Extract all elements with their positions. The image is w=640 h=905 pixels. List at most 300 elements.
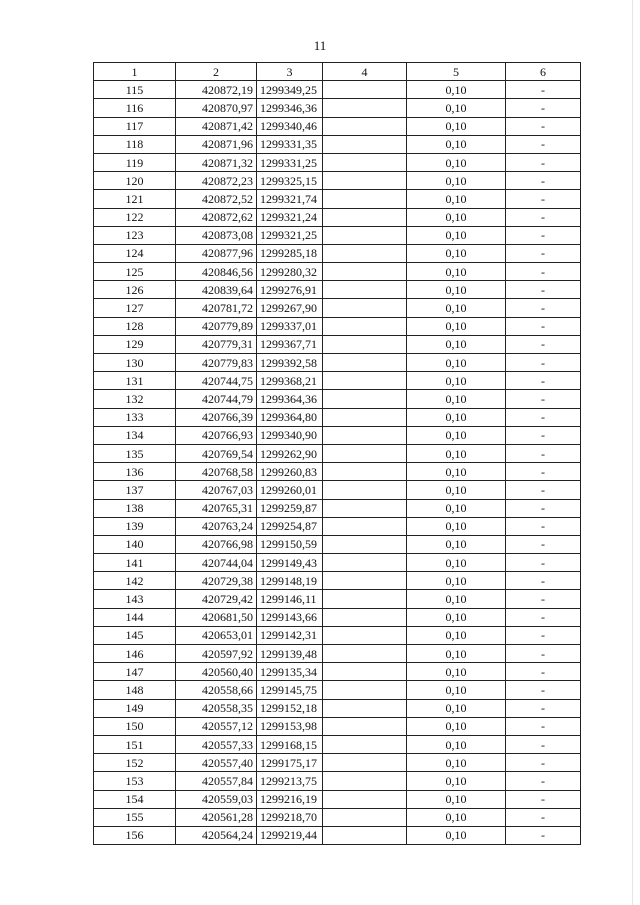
column-6-cell: -: [506, 608, 581, 626]
column-4-cell: [323, 208, 407, 226]
column-6-cell: -: [506, 208, 581, 226]
point-number-cell: 123: [94, 226, 176, 244]
table-row: [94, 517, 581, 535]
column-6-cell: -: [506, 190, 581, 208]
column-4-cell: [323, 535, 407, 553]
table-row: [94, 717, 581, 735]
x-coordinate-cell: 420558,35: [176, 699, 257, 717]
y-coordinate-cell: 1299368,21: [257, 372, 323, 390]
accuracy-cell: 0,10: [407, 81, 506, 99]
column-6-cell: -: [506, 372, 581, 390]
accuracy-cell: 0,10: [407, 408, 506, 426]
x-coordinate-cell: 420872,52: [176, 190, 257, 208]
x-coordinate-cell: 420557,33: [176, 735, 257, 753]
point-number-cell: 141: [94, 554, 176, 572]
column-6-cell: -: [506, 81, 581, 99]
accuracy-cell: 0,10: [407, 281, 506, 299]
point-number-cell: 115: [94, 81, 176, 99]
column-4-cell: [323, 172, 407, 190]
y-coordinate-cell: 1299142,31: [257, 626, 323, 644]
column-6-cell: -: [506, 135, 581, 153]
table-header-row: [94, 63, 581, 81]
x-coordinate-cell: 420871,96: [176, 135, 257, 153]
column-6-cell: -: [506, 517, 581, 535]
column-4-cell: [323, 390, 407, 408]
point-number-cell: 119: [94, 153, 176, 171]
table-row: [94, 535, 581, 553]
column-4-cell: [323, 117, 407, 135]
header-col-6: 6: [506, 63, 581, 81]
point-number-cell: 154: [94, 790, 176, 808]
point-number-cell: 134: [94, 426, 176, 444]
x-coordinate-cell: 420872,23: [176, 172, 257, 190]
y-coordinate-cell: 1299340,90: [257, 426, 323, 444]
x-coordinate-cell: 420872,19: [176, 81, 257, 99]
accuracy-cell: 0,10: [407, 317, 506, 335]
y-coordinate-cell: 1299213,75: [257, 772, 323, 790]
column-4-cell: [323, 645, 407, 663]
y-coordinate-cell: 1299150,59: [257, 535, 323, 553]
point-number-cell: 149: [94, 699, 176, 717]
x-coordinate-cell: 420729,42: [176, 590, 257, 608]
column-4-cell: [323, 808, 407, 826]
table-row: [94, 299, 581, 317]
y-coordinate-cell: 1299392,58: [257, 354, 323, 372]
column-6-cell: -: [506, 699, 581, 717]
column-4-cell: [323, 699, 407, 717]
y-coordinate-cell: 1299337,01: [257, 317, 323, 335]
column-4-cell: [323, 135, 407, 153]
y-coordinate-cell: 1299143,66: [257, 608, 323, 626]
point-number-cell: 118: [94, 135, 176, 153]
accuracy-cell: 0,10: [407, 117, 506, 135]
column-4-cell: [323, 244, 407, 262]
x-coordinate-cell: 420768,58: [176, 463, 257, 481]
column-4-cell: [323, 481, 407, 499]
column-6-cell: -: [506, 590, 581, 608]
x-coordinate-cell: 420872,62: [176, 208, 257, 226]
table-row: [94, 390, 581, 408]
table-row: [94, 735, 581, 753]
column-4-cell: [323, 299, 407, 317]
accuracy-cell: 0,10: [407, 99, 506, 117]
accuracy-cell: 0,10: [407, 299, 506, 317]
column-6-cell: -: [506, 463, 581, 481]
column-4-cell: [323, 463, 407, 481]
point-number-cell: 128: [94, 317, 176, 335]
y-coordinate-cell: 1299175,17: [257, 754, 323, 772]
point-number-cell: 143: [94, 590, 176, 608]
header-col-5: 5: [407, 63, 506, 81]
point-number-cell: 148: [94, 681, 176, 699]
table-row: [94, 681, 581, 699]
x-coordinate-cell: 420557,12: [176, 717, 257, 735]
point-number-cell: 122: [94, 208, 176, 226]
accuracy-cell: 0,10: [407, 535, 506, 553]
accuracy-cell: 0,10: [407, 172, 506, 190]
column-6-cell: -: [506, 99, 581, 117]
x-coordinate-cell: 420558,66: [176, 681, 257, 699]
column-6-cell: -: [506, 117, 581, 135]
column-4-cell: [323, 444, 407, 462]
x-coordinate-cell: 420839,64: [176, 281, 257, 299]
column-4-cell: [323, 681, 407, 699]
accuracy-cell: 0,10: [407, 699, 506, 717]
column-4-cell: [323, 281, 407, 299]
x-coordinate-cell: 420877,96: [176, 244, 257, 262]
x-coordinate-cell: 420729,38: [176, 572, 257, 590]
table-body: [94, 81, 581, 845]
accuracy-cell: 0,10: [407, 645, 506, 663]
column-4-cell: [323, 735, 407, 753]
x-coordinate-cell: 420779,31: [176, 335, 257, 353]
column-4-cell: [323, 663, 407, 681]
y-coordinate-cell: 1299364,80: [257, 408, 323, 426]
scan-edge-line: [632, 0, 633, 905]
table-row: [94, 408, 581, 426]
table-row: [94, 317, 581, 335]
column-6-cell: -: [506, 735, 581, 753]
x-coordinate-cell: 420766,39: [176, 408, 257, 426]
y-coordinate-cell: 1299218,70: [257, 808, 323, 826]
x-coordinate-cell: 420767,03: [176, 481, 257, 499]
point-number-cell: 121: [94, 190, 176, 208]
column-6-cell: -: [506, 772, 581, 790]
table-row: [94, 426, 581, 444]
column-4-cell: [323, 717, 407, 735]
column-4-cell: [323, 554, 407, 572]
table-row: [94, 463, 581, 481]
x-coordinate-cell: 420744,79: [176, 390, 257, 408]
point-number-cell: 126: [94, 281, 176, 299]
y-coordinate-cell: 1299285,18: [257, 244, 323, 262]
accuracy-cell: 0,10: [407, 590, 506, 608]
header-col-3: 3: [257, 63, 323, 81]
x-coordinate-cell: 420769,54: [176, 444, 257, 462]
table-row: [94, 208, 581, 226]
y-coordinate-cell: 1299259,87: [257, 499, 323, 517]
column-6-cell: -: [506, 754, 581, 772]
column-4-cell: [323, 317, 407, 335]
x-coordinate-cell: 420597,92: [176, 645, 257, 663]
point-number-cell: 120: [94, 172, 176, 190]
accuracy-cell: 0,10: [407, 390, 506, 408]
column-4-cell: [323, 153, 407, 171]
table-row: [94, 226, 581, 244]
column-6-cell: -: [506, 717, 581, 735]
column-4-cell: [323, 226, 407, 244]
column-6-cell: -: [506, 408, 581, 426]
point-number-cell: 145: [94, 626, 176, 644]
accuracy-cell: 0,10: [407, 354, 506, 372]
column-4-cell: [323, 335, 407, 353]
table-row: [94, 645, 581, 663]
point-number-cell: 146: [94, 645, 176, 663]
table-row: [94, 172, 581, 190]
table-row: [94, 153, 581, 171]
column-6-cell: -: [506, 663, 581, 681]
x-coordinate-cell: 420873,08: [176, 226, 257, 244]
x-coordinate-cell: 420744,04: [176, 554, 257, 572]
y-coordinate-cell: 1299364,36: [257, 390, 323, 408]
x-coordinate-cell: 420559,03: [176, 790, 257, 808]
x-coordinate-cell: 420870,97: [176, 99, 257, 117]
y-coordinate-cell: 1299321,74: [257, 190, 323, 208]
x-coordinate-cell: 420681,50: [176, 608, 257, 626]
column-6-cell: -: [506, 299, 581, 317]
y-coordinate-cell: 1299146,11: [257, 590, 323, 608]
column-6-cell: -: [506, 281, 581, 299]
y-coordinate-cell: 1299135,34: [257, 663, 323, 681]
x-coordinate-cell: 420564,24: [176, 826, 257, 844]
header-col-1: 1: [94, 63, 176, 81]
column-4-cell: [323, 408, 407, 426]
column-4-cell: [323, 372, 407, 390]
accuracy-cell: 0,10: [407, 517, 506, 535]
accuracy-cell: 0,10: [407, 790, 506, 808]
column-4-cell: [323, 790, 407, 808]
table-row: [94, 590, 581, 608]
table-row: [94, 281, 581, 299]
column-4-cell: [323, 608, 407, 626]
column-6-cell: -: [506, 317, 581, 335]
table-row: [94, 444, 581, 462]
y-coordinate-cell: 1299331,35: [257, 135, 323, 153]
y-coordinate-cell: 1299139,48: [257, 645, 323, 663]
column-6-cell: -: [506, 244, 581, 262]
point-number-cell: 124: [94, 244, 176, 262]
table-row: [94, 263, 581, 281]
coordinates-table: [93, 62, 581, 845]
y-coordinate-cell: 1299325,15: [257, 172, 323, 190]
point-number-cell: 127: [94, 299, 176, 317]
point-number-cell: 142: [94, 572, 176, 590]
accuracy-cell: 0,10: [407, 190, 506, 208]
point-number-cell: 147: [94, 663, 176, 681]
x-coordinate-cell: 420766,93: [176, 426, 257, 444]
accuracy-cell: 0,10: [407, 499, 506, 517]
y-coordinate-cell: 1299260,83: [257, 463, 323, 481]
y-coordinate-cell: 1299276,91: [257, 281, 323, 299]
x-coordinate-cell: 420779,83: [176, 354, 257, 372]
accuracy-cell: 0,10: [407, 626, 506, 644]
accuracy-cell: 0,10: [407, 663, 506, 681]
column-6-cell: -: [506, 481, 581, 499]
point-number-cell: 133: [94, 408, 176, 426]
column-4-cell: [323, 426, 407, 444]
x-coordinate-cell: 420557,84: [176, 772, 257, 790]
column-4-cell: [323, 263, 407, 281]
accuracy-cell: 0,10: [407, 772, 506, 790]
table-row: [94, 354, 581, 372]
column-4-cell: [323, 81, 407, 99]
accuracy-cell: 0,10: [407, 372, 506, 390]
accuracy-cell: 0,10: [407, 681, 506, 699]
table-row: [94, 663, 581, 681]
accuracy-cell: 0,10: [407, 735, 506, 753]
column-4-cell: [323, 190, 407, 208]
accuracy-cell: 0,10: [407, 244, 506, 262]
column-4-cell: [323, 354, 407, 372]
accuracy-cell: 0,10: [407, 335, 506, 353]
column-6-cell: -: [506, 172, 581, 190]
y-coordinate-cell: 1299168,15: [257, 735, 323, 753]
column-6-cell: -: [506, 426, 581, 444]
column-6-cell: -: [506, 826, 581, 844]
accuracy-cell: 0,10: [407, 572, 506, 590]
column-6-cell: -: [506, 681, 581, 699]
y-coordinate-cell: 1299346,36: [257, 99, 323, 117]
y-coordinate-cell: 1299260,01: [257, 481, 323, 499]
column-4-cell: [323, 499, 407, 517]
column-6-cell: -: [506, 263, 581, 281]
table-row: [94, 554, 581, 572]
x-coordinate-cell: 420766,98: [176, 535, 257, 553]
accuracy-cell: 0,10: [407, 153, 506, 171]
table-row: [94, 481, 581, 499]
x-coordinate-cell: 420561,28: [176, 808, 257, 826]
accuracy-cell: 0,10: [407, 444, 506, 462]
point-number-cell: 150: [94, 717, 176, 735]
column-4-cell: [323, 626, 407, 644]
table-row: [94, 826, 581, 844]
x-coordinate-cell: 420871,42: [176, 117, 257, 135]
column-6-cell: -: [506, 554, 581, 572]
point-number-cell: 138: [94, 499, 176, 517]
y-coordinate-cell: 1299149,43: [257, 554, 323, 572]
point-number-cell: 116: [94, 99, 176, 117]
point-number-cell: 156: [94, 826, 176, 844]
y-coordinate-cell: 1299216,19: [257, 790, 323, 808]
page-number: 11: [313, 38, 327, 53]
table-row: [94, 626, 581, 644]
table-row: [94, 699, 581, 717]
point-number-cell: 151: [94, 735, 176, 753]
accuracy-cell: 0,10: [407, 608, 506, 626]
point-number-cell: 130: [94, 354, 176, 372]
accuracy-cell: 0,10: [407, 826, 506, 844]
x-coordinate-cell: 420871,32: [176, 153, 257, 171]
x-coordinate-cell: 420763,24: [176, 517, 257, 535]
column-6-cell: -: [506, 226, 581, 244]
accuracy-cell: 0,10: [407, 208, 506, 226]
column-4-cell: [323, 590, 407, 608]
y-coordinate-cell: 1299262,90: [257, 444, 323, 462]
column-6-cell: -: [506, 390, 581, 408]
header-col-2: 2: [176, 63, 257, 81]
point-number-cell: 129: [94, 335, 176, 353]
accuracy-cell: 0,10: [407, 808, 506, 826]
column-6-cell: -: [506, 808, 581, 826]
x-coordinate-cell: 420846,56: [176, 263, 257, 281]
table-row: [94, 99, 581, 117]
y-coordinate-cell: 1299254,87: [257, 517, 323, 535]
column-6-cell: -: [506, 626, 581, 644]
column-6-cell: -: [506, 535, 581, 553]
x-coordinate-cell: 420765,31: [176, 499, 257, 517]
point-number-cell: 144: [94, 608, 176, 626]
point-number-cell: 117: [94, 117, 176, 135]
y-coordinate-cell: 1299267,90: [257, 299, 323, 317]
point-number-cell: 137: [94, 481, 176, 499]
table-row: [94, 572, 581, 590]
point-number-cell: 135: [94, 444, 176, 462]
point-number-cell: 155: [94, 808, 176, 826]
point-number-cell: 125: [94, 263, 176, 281]
column-6-cell: -: [506, 790, 581, 808]
y-coordinate-cell: 1299331,25: [257, 153, 323, 171]
column-6-cell: -: [506, 354, 581, 372]
column-4-cell: [323, 99, 407, 117]
column-6-cell: -: [506, 499, 581, 517]
x-coordinate-cell: 420744,75: [176, 372, 257, 390]
y-coordinate-cell: 1299367,71: [257, 335, 323, 353]
point-number-cell: 136: [94, 463, 176, 481]
column-4-cell: [323, 572, 407, 590]
y-coordinate-cell: 1299340,46: [257, 117, 323, 135]
table-row: [94, 608, 581, 626]
y-coordinate-cell: 1299219,44: [257, 826, 323, 844]
point-number-cell: 140: [94, 535, 176, 553]
accuracy-cell: 0,10: [407, 481, 506, 499]
table-row: [94, 244, 581, 262]
x-coordinate-cell: 420653,01: [176, 626, 257, 644]
x-coordinate-cell: 420560,40: [176, 663, 257, 681]
table-row: [94, 372, 581, 390]
point-number-cell: 153: [94, 772, 176, 790]
column-6-cell: -: [506, 645, 581, 663]
column-6-cell: -: [506, 335, 581, 353]
column-4-cell: [323, 517, 407, 535]
table-row: [94, 335, 581, 353]
column-6-cell: -: [506, 444, 581, 462]
point-number-cell: 152: [94, 754, 176, 772]
table-row: [94, 81, 581, 99]
accuracy-cell: 0,10: [407, 135, 506, 153]
accuracy-cell: 0,10: [407, 426, 506, 444]
x-coordinate-cell: 420781,72: [176, 299, 257, 317]
point-number-cell: 132: [94, 390, 176, 408]
accuracy-cell: 0,10: [407, 717, 506, 735]
table-row: [94, 499, 581, 517]
point-number-cell: 131: [94, 372, 176, 390]
column-4-cell: [323, 826, 407, 844]
header-col-4: 4: [323, 63, 407, 81]
y-coordinate-cell: 1299349,25: [257, 81, 323, 99]
x-coordinate-cell: 420557,40: [176, 754, 257, 772]
y-coordinate-cell: 1299321,25: [257, 226, 323, 244]
table-row: [94, 135, 581, 153]
table-row: [94, 772, 581, 790]
accuracy-cell: 0,10: [407, 226, 506, 244]
y-coordinate-cell: 1299321,24: [257, 208, 323, 226]
y-coordinate-cell: 1299280,32: [257, 263, 323, 281]
table-row: [94, 808, 581, 826]
column-4-cell: [323, 772, 407, 790]
y-coordinate-cell: 1299152,18: [257, 699, 323, 717]
table-row: [94, 790, 581, 808]
column-6-cell: -: [506, 572, 581, 590]
y-coordinate-cell: 1299145,75: [257, 681, 323, 699]
x-coordinate-cell: 420779,89: [176, 317, 257, 335]
y-coordinate-cell: 1299153,98: [257, 717, 323, 735]
accuracy-cell: 0,10: [407, 463, 506, 481]
y-coordinate-cell: 1299148,19: [257, 572, 323, 590]
table-row: [94, 117, 581, 135]
accuracy-cell: 0,10: [407, 263, 506, 281]
table-row: [94, 754, 581, 772]
point-number-cell: 139: [94, 517, 176, 535]
